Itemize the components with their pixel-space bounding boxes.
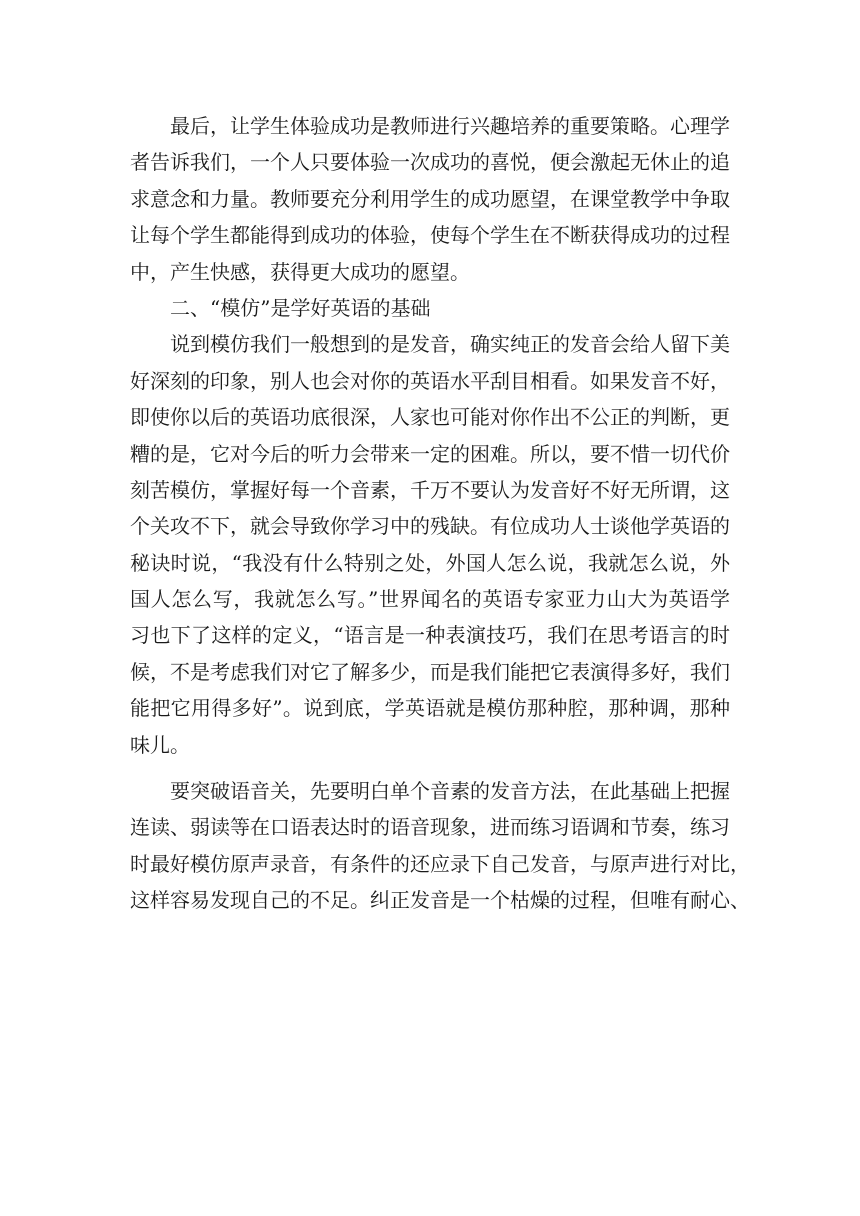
text-line: 好深刻的印象，别人也会对你的英语水平刮目相看。如果发音不好，: [130, 368, 730, 393]
text-line: 最后，让学生体验成功是教师进行兴趣培养的重要策略。心理学: [170, 114, 730, 138]
paragraph-success: [130, 108, 730, 290]
paragraph-gap: [130, 763, 730, 773]
paragraph-pronunciation: [130, 773, 750, 919]
document-page: [130, 108, 750, 919]
text-line: 求意念和力量。教师要充分利用学生的成功愿望，在课堂教学中争取: [130, 186, 730, 211]
paragraph-imitation: [130, 326, 730, 763]
text-line: 者告诉我们，一个人只要体验一次成功的喜悦，便会激起无休止的追: [130, 150, 730, 175]
text-line: 能把它用得多好”。说到底，学英语就是模仿那种腔，那种调，那种: [130, 696, 730, 721]
text-line: 秘诀时说，“我没有什么特别之处，外国人怎么说，我就怎么说，外: [130, 550, 730, 575]
text-line: 味儿。: [130, 732, 190, 757]
text-line: 中，产生快感，获得更大成功的愿望。: [130, 259, 470, 284]
text-line: 国人怎么写，我就怎么写。”世界闻名的英语专家亚力山大为英语学: [130, 587, 730, 612]
text-line: 个关攻不下，就会导致你学习中的残缺。有位成功人士谈他学英语的: [130, 514, 730, 539]
text-line: 刻苦模仿，掌握好每一个音素，千万不要认为发音好不好无所谓，这: [130, 477, 730, 502]
text-line: 连读、弱读等在口语表达时的语音现象，进而练习语调和节奏，练习: [130, 815, 730, 840]
text-line: 习也下了这样的定义，“语言是一种表演技巧，我们在思考语言的时: [130, 623, 730, 648]
text-line: 说到模仿我们一般想到的是发音，确实纯正的发音会给人留下美: [170, 332, 730, 357]
text-line: 时最好模仿原声录音，有条件的还应录下自己发音，与原声进行对比，: [130, 851, 750, 876]
text-line: 这样容易发现自己的不足。纠正发音是一个枯燥的过程，但唯有耐心、: [130, 888, 750, 913]
text-line: 候，不是考虑我们对它了解多少，而是我们能把它表演得多好，我们: [130, 659, 730, 684]
text-line: 糟的是，它对今后的听力会带来一定的困难。所以，要不惜一切代价: [130, 441, 730, 466]
text-line: 即使你以后的英语功底很深，人家也可能对你作出不公正的判断，更: [130, 405, 730, 430]
text-line: 要突破语音关，先要明白单个音素的发音方法，在此基础上把握: [170, 779, 730, 804]
heading-line: 二、“模仿”是学好英语的基础: [170, 295, 431, 320]
text-line: 让每个学生都能得到成功的体验，使每个学生在不断获得成功的过程: [130, 223, 730, 248]
section-heading: [130, 290, 730, 326]
